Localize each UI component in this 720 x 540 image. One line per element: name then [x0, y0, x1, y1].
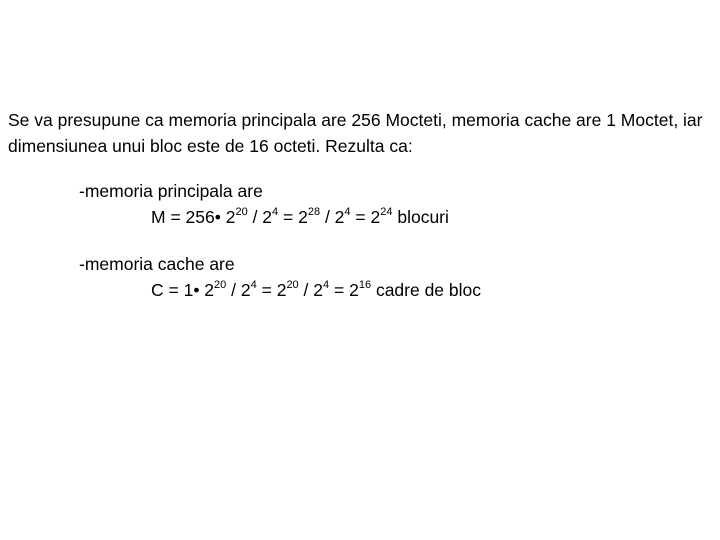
- formula-part: = 2: [278, 207, 308, 227]
- formula-exponent: 20: [286, 279, 299, 292]
- formula-exponent: 20: [235, 206, 248, 219]
- formula-exponent: 4: [250, 279, 257, 292]
- formula-exponent: 4: [272, 206, 279, 219]
- formula-part: / 2: [320, 207, 345, 227]
- cache-memory-block: [79, 251, 481, 303]
- formula-exponent: 20: [214, 279, 227, 292]
- main-memory-formula: [79, 204, 449, 230]
- formula-part: = 2: [329, 280, 359, 300]
- formula-exponent: 4: [323, 279, 330, 292]
- formula-part: blocuri: [392, 207, 449, 227]
- formula-part: / 2: [226, 280, 251, 300]
- formula-part: M = 256• 2: [151, 207, 236, 227]
- formula-part: = 2: [256, 280, 287, 300]
- cache-memory-heading: -memoria cache are: [79, 254, 235, 274]
- formula-exponent: 28: [307, 206, 321, 219]
- formula-part: cadre de bloc: [371, 280, 482, 300]
- main-memory-heading: -memoria principala are: [79, 181, 263, 201]
- formula-part: / 2: [247, 207, 273, 227]
- main-memory-block: [79, 178, 449, 230]
- formula-part: = 2: [350, 207, 381, 227]
- cache-memory-formula: [79, 277, 481, 303]
- formula-part: C = 1• 2: [151, 280, 215, 300]
- formula-part: / 2: [298, 280, 324, 300]
- formula-exponent: 4: [344, 206, 351, 219]
- formula-exponent: 16: [358, 279, 372, 292]
- intro-paragraph: Se va presupune ca memoria principala are 256 Mocteti, memoria cache are 1 Moctet, iar dimensiunea unui bloc este de 16 octeti. Rezulta ca:: [8, 110, 703, 156]
- formula-exponent: 24: [380, 206, 393, 219]
